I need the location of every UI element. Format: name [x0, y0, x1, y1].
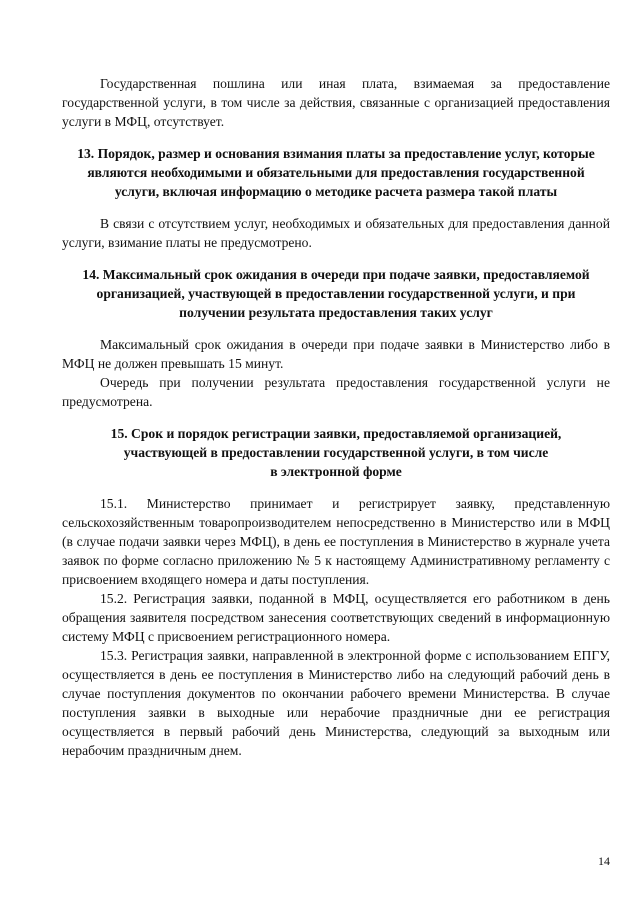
paragraph-14-1: Максимальный срок ожидания в очереди при подаче заявки в Министерство либо в МФЦ не должен превышать 15 минут. [62, 337, 610, 371]
paragraph-fee: Государственная пошлина или иная плата, взимаемая за предоставление государственной услуги, в том числе за действия, связанные с организацией предоставления услуги в МФЦ, отсутствует. [62, 76, 610, 129]
section-14-heading: 14. Максимальный срок ожидания в очереди при подаче заявки, предоставляемой организацией, участвующей в предоставлении государственной услуги, и при получении результата предоставления таких услуг [82, 267, 590, 320]
paragraph-15-3: 15.3. Регистрация заявки, направленной в электронной форме с использованием ЕПГУ, осуществляется в день ее поступления в Министерство либо на следующий рабочий день в случае поступления документов по окончании рабочего времени Министерства. В случае поступления заявки в выходные или нерабочие праздничные дни ее регистрация осуществляется в первый рабочий день Министерства, следующий за выходным или нерабочим праздничным днем. [62, 648, 610, 758]
section-15-heading-line1: 15. Срок и порядок регистрации заявки, предоставляемой организацией, участвующей в предоставлении государственной услуги, в том числе [110, 426, 562, 460]
paragraph-14-2: Очередь при получении результата предоставления государственной услуги не предусмотрена. [62, 375, 610, 409]
document-page [62, 74, 610, 760]
section-15-heading [70, 424, 602, 481]
paragraph-13: В связи с отсутствием услуг, необходимых и обязательных для предоставления данной услуги, взимание платы не предусмотрено. [62, 216, 610, 250]
section-15-heading-line2: в электронной форме [270, 464, 402, 479]
paragraph-15-2: 15.2. Регистрация заявки, поданной в МФЦ, осуществляется его работником в день обращения заявителя посредством занесения соответствующих сведений в информационную систему МФЦ с присвоением регистрационного номера. [62, 591, 610, 644]
paragraph-15-1: 15.1. Министерство принимает и регистрирует заявку, представленную сельскохозяйственным товаропроизводителем непосредственно в Министерство или в МФЦ (в случае подачи заявки через МФЦ), в день ее поступления в Министерство в журнале учета заявок по форме согласно приложению № 5 к настоящему Административному регламенту с присвоением входящего номера и даты поступления. [62, 496, 610, 587]
page-number: 14 [598, 854, 610, 868]
section-13-heading: 13. Порядок, размер и основания взимания платы за предоставление услуг, которые являются необходимыми и обязательными для предоставления государственной услуги, включая информацию о методике расчета размера такой платы [77, 146, 595, 199]
